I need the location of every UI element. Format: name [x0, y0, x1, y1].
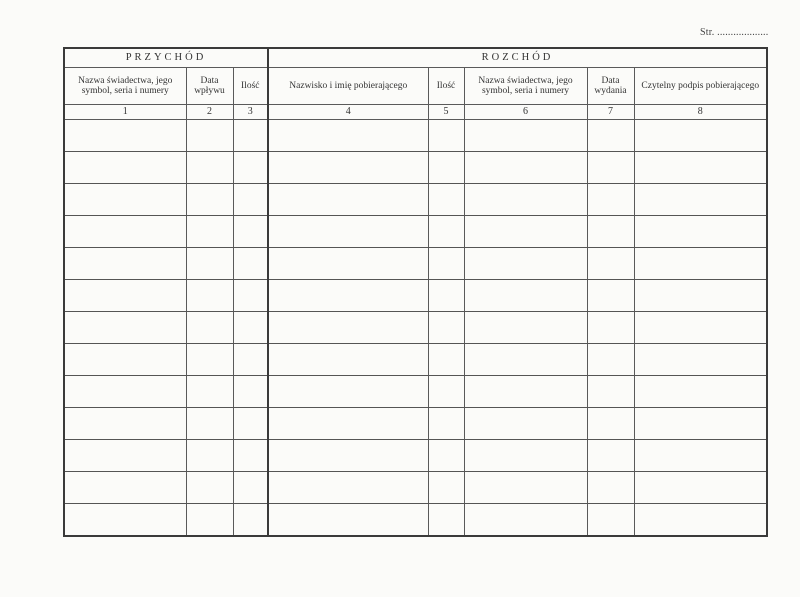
ledger-cell[interactable]	[587, 280, 634, 312]
ledger-cell[interactable]	[634, 504, 767, 537]
column-header-quantity-in: Ilość	[233, 68, 268, 105]
ledger-cell[interactable]	[634, 120, 767, 152]
ledger-row	[64, 376, 767, 408]
ledger-cell[interactable]	[186, 184, 233, 216]
column-label-row	[64, 68, 767, 105]
ledger-cell[interactable]	[428, 120, 464, 152]
ledger-cell[interactable]	[634, 408, 767, 440]
ledger-cell[interactable]	[186, 408, 233, 440]
ledger-cell[interactable]	[64, 216, 186, 248]
ledger-cell[interactable]	[233, 408, 268, 440]
ledger-cell[interactable]	[428, 504, 464, 537]
column-number: 8	[634, 105, 767, 120]
ledger-cell[interactable]	[464, 376, 587, 408]
ledger-cell[interactable]	[186, 312, 233, 344]
column-number-row	[64, 105, 767, 120]
ledger-cell[interactable]	[634, 152, 767, 184]
ledger-cell[interactable]	[587, 344, 634, 376]
ledger-cell[interactable]	[186, 344, 233, 376]
column-header-certificate-name: Nazwa świadectwa, jego symbol, seria i numery	[64, 68, 186, 105]
ledger-cell[interactable]	[428, 152, 464, 184]
ledger-cell[interactable]	[634, 376, 767, 408]
ledger-cell[interactable]	[64, 472, 186, 504]
ledger-cell[interactable]	[587, 248, 634, 280]
ledger-row	[64, 216, 767, 248]
ledger-cell[interactable]	[428, 280, 464, 312]
ledger-cell[interactable]	[634, 312, 767, 344]
ledger-cell[interactable]	[587, 120, 634, 152]
ledger-cell[interactable]	[464, 344, 587, 376]
ledger-cell[interactable]	[64, 280, 186, 312]
ledger-cell[interactable]	[233, 376, 268, 408]
column-header-receipt-date: Data wpływu	[186, 68, 233, 105]
page-number-label: Str. ...................	[700, 27, 769, 38]
ledger-cell[interactable]	[233, 280, 268, 312]
ledger-cell[interactable]	[587, 184, 634, 216]
ledger-cell[interactable]	[268, 472, 428, 504]
column-number: 3	[233, 105, 268, 120]
ledger-cell[interactable]	[64, 408, 186, 440]
ledger-table	[63, 47, 768, 537]
ledger-cell[interactable]	[464, 184, 587, 216]
ledger-cell[interactable]	[428, 472, 464, 504]
ledger-cell[interactable]	[268, 504, 428, 537]
ledger-row	[64, 152, 767, 184]
ledger-cell[interactable]	[428, 216, 464, 248]
ledger-cell[interactable]	[634, 184, 767, 216]
ledger-cell[interactable]	[64, 344, 186, 376]
ledger-cell[interactable]	[268, 312, 428, 344]
ledger-cell[interactable]	[634, 280, 767, 312]
ledger-cell[interactable]	[464, 248, 587, 280]
ledger-cell[interactable]	[268, 408, 428, 440]
ledger-cell[interactable]	[233, 344, 268, 376]
ledger-cell[interactable]	[464, 504, 587, 537]
ledger-cell[interactable]	[186, 152, 233, 184]
ledger-cell[interactable]	[587, 376, 634, 408]
column-header-recipient-name: Nazwisko i imię pobierającego	[268, 68, 428, 105]
ledger-cell[interactable]	[634, 248, 767, 280]
ledger-cell[interactable]	[428, 184, 464, 216]
column-number: 1	[64, 105, 186, 120]
column-number: 2	[186, 105, 233, 120]
ledger-cell[interactable]	[587, 312, 634, 344]
ledger-cell[interactable]	[464, 216, 587, 248]
ledger-cell[interactable]	[634, 472, 767, 504]
ledger-cell[interactable]	[186, 376, 233, 408]
column-number: 5	[428, 105, 464, 120]
ledger-cell[interactable]	[64, 312, 186, 344]
column-header-quantity-out: Ilość	[428, 68, 464, 105]
ledger-cell[interactable]	[268, 440, 428, 472]
ledger-cell[interactable]	[587, 504, 634, 537]
column-number: 4	[268, 105, 428, 120]
ledger-cell[interactable]	[428, 312, 464, 344]
column-number: 6	[464, 105, 587, 120]
ledger-cell[interactable]	[64, 184, 186, 216]
ledger-cell[interactable]	[464, 472, 587, 504]
ledger-row	[64, 120, 767, 152]
ledger-cell[interactable]	[587, 440, 634, 472]
ledger-cell[interactable]	[268, 120, 428, 152]
ledger-cell[interactable]	[428, 376, 464, 408]
section-outgo-heading: ROZCHÓD	[268, 48, 767, 68]
ledger-cell[interactable]	[428, 408, 464, 440]
ledger-cell[interactable]	[464, 152, 587, 184]
ledger-cell[interactable]	[268, 152, 428, 184]
column-number: 7	[587, 105, 634, 120]
ledger-cell[interactable]	[634, 216, 767, 248]
ledger-cell[interactable]	[233, 216, 268, 248]
ledger-cell[interactable]	[64, 120, 186, 152]
ledger-cell[interactable]	[634, 440, 767, 472]
ledger-cell[interactable]	[186, 248, 233, 280]
ledger-cell[interactable]	[233, 312, 268, 344]
ledger-cell[interactable]	[268, 216, 428, 248]
section-header-row	[64, 48, 767, 68]
ledger-cell[interactable]	[233, 504, 268, 537]
ledger-row	[64, 344, 767, 376]
ledger-row	[64, 312, 767, 344]
ledger-cell[interactable]	[64, 504, 186, 537]
ledger-row	[64, 440, 767, 472]
column-header-signature: Czytelny podpis pobierającego	[634, 68, 767, 105]
ledger-row	[64, 408, 767, 440]
ledger-cell[interactable]	[428, 344, 464, 376]
ledger-cell[interactable]	[186, 120, 233, 152]
ledger-cell[interactable]	[428, 440, 464, 472]
ledger-cell[interactable]	[268, 344, 428, 376]
ledger-cell[interactable]	[464, 280, 587, 312]
ledger-cell[interactable]	[464, 312, 587, 344]
ledger-cell[interactable]	[64, 376, 186, 408]
ledger-cell[interactable]	[587, 408, 634, 440]
ledger-cell[interactable]	[464, 440, 587, 472]
ledger-cell[interactable]	[268, 280, 428, 312]
ledger-cell[interactable]	[233, 184, 268, 216]
ledger-cell[interactable]	[587, 472, 634, 504]
ledger-cell[interactable]	[268, 184, 428, 216]
ledger-row	[64, 184, 767, 216]
ledger-row	[64, 472, 767, 504]
ledger-cell[interactable]	[233, 152, 268, 184]
ledger-cell[interactable]	[233, 440, 268, 472]
ledger-cell[interactable]	[186, 280, 233, 312]
ledger-row	[64, 248, 767, 280]
ledger-cell[interactable]	[186, 216, 233, 248]
ledger-cell[interactable]	[634, 344, 767, 376]
ledger-row	[64, 280, 767, 312]
ledger-cell[interactable]	[186, 472, 233, 504]
column-header-issue-date: Data wydania	[587, 68, 634, 105]
ledger-cell[interactable]	[464, 120, 587, 152]
ledger-cell[interactable]	[64, 152, 186, 184]
ledger-cell[interactable]	[587, 216, 634, 248]
ledger-row	[64, 504, 767, 537]
ledger-cell[interactable]	[233, 120, 268, 152]
ledger-cell[interactable]	[64, 440, 186, 472]
ledger-cell[interactable]	[186, 504, 233, 537]
ledger-cell[interactable]	[464, 408, 587, 440]
ledger-cell[interactable]	[587, 152, 634, 184]
ledger-cell[interactable]	[428, 248, 464, 280]
ledger-cell[interactable]	[233, 248, 268, 280]
ledger-body	[64, 120, 767, 537]
ledger-cell[interactable]	[268, 376, 428, 408]
ledger-cell[interactable]	[233, 472, 268, 504]
ledger-cell[interactable]	[186, 440, 233, 472]
ledger-cell[interactable]	[64, 248, 186, 280]
section-income-heading: PRZYCHÓD	[64, 48, 268, 68]
ledger-cell[interactable]	[268, 248, 428, 280]
column-header-certificate-name-out: Nazwa świadectwa, jego symbol, seria i numery	[464, 68, 587, 105]
